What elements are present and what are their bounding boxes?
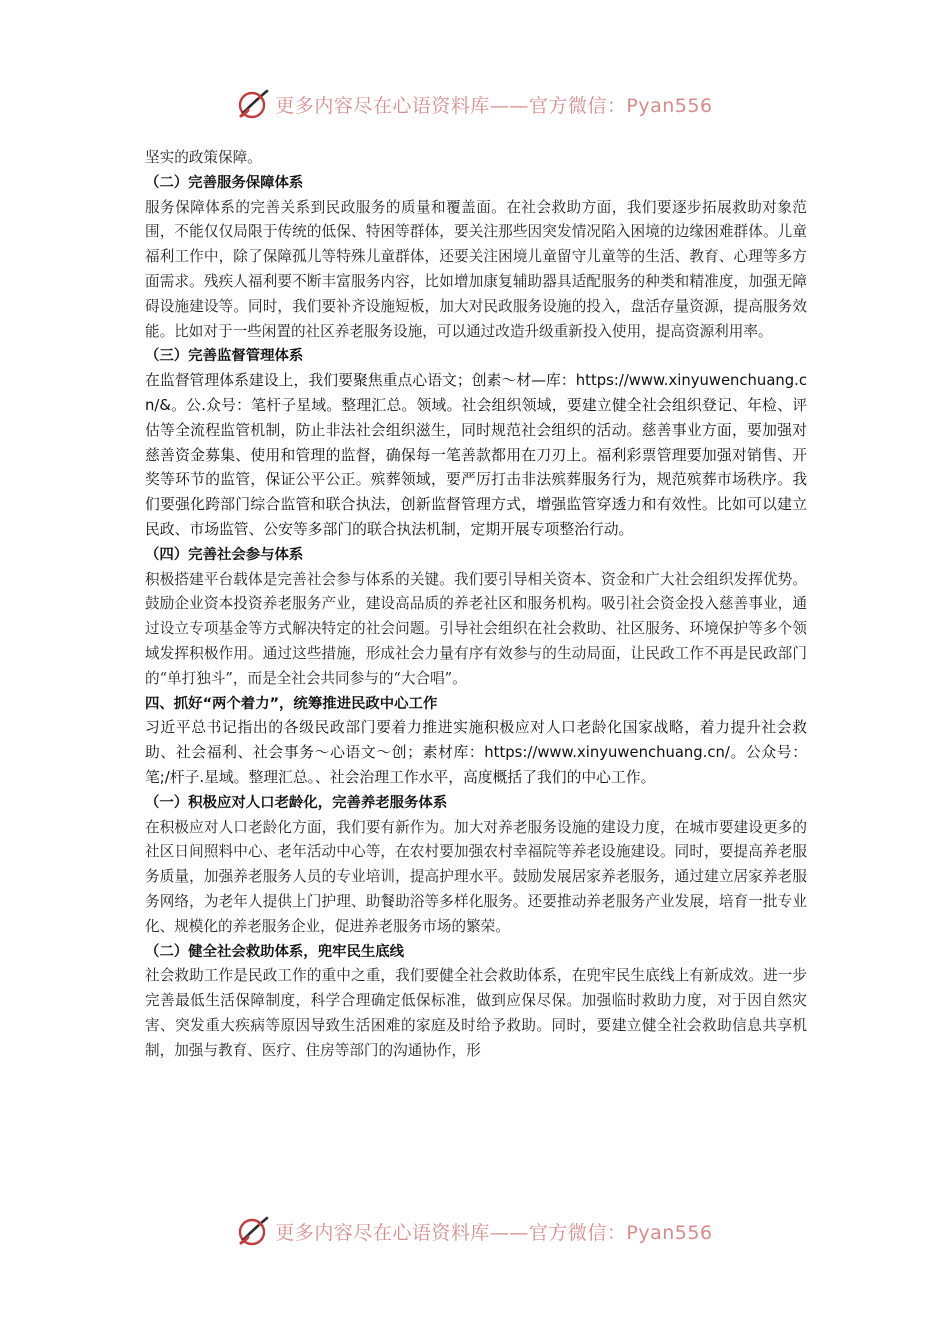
- paragraph: 服务保障体系的完善关系到民政服务的质量和覆盖面。在社会救助方面，我们要逐步拓展救助对象范围，不能仅仅局限于传统的低保、特困等群体，要关注那些因突发情况陷入困境的边缘困难群体。儿童福利工作中，除了保障孤儿等特殊儿童群体，还要关注困境儿童留守儿童等的生活、教育、心理等多方面需求。残疾人福利要不断丰富服务内容，比如增加康复辅助器具适配服务的种类和精准度，加强无障碍设施建设等。同时，我们要补齐设施短板，加大对民政服务设施的投入，盘活存量资源，提高服务效能。比如对于一些闲置的社区养老服务设施，可以通过改造升级重新投入使用，提高资源利用率。: [145, 198, 807, 340]
- paragraph: 在监督管理体系建设上，我们要聚焦重点心语文；创素～材—库：https://www.xinyuwenchuang.cn/&。公.众号：笔杆子星域。整理汇总。领域。社会组织领域，要建立健全社会组织登记、年检、评估等全流程监管机制，防止非法社会组织滋生，同时规范社会组织的活动。慈善事业方面，要加强对慈善资金募集、使用和管理的监督，确保每一笔善款都用在刀刃上。福利彩票管理要加强对销售、开奖等环节的监管，保证公平公正。殡葬领域，要严厉打击非法殡葬服务行为，规范殡葬市场秩序。我们要强化跨部门综合监管和联合执法，创新监督管理方式，增强监管穿透力和有效性。比如可以建立民政、市场监管、公安等多部门的联合执法机制，定期开展专项整治行动。: [145, 372, 807, 538]
- paragraph: 坚实的政策保障。: [145, 149, 262, 166]
- banner-wechat-handle: Pyan556: [626, 1221, 713, 1244]
- chapter-heading: 四、抓好“两个着力”，统筹推进民政中心工作: [145, 695, 438, 712]
- banner-wechat-handle: Pyan556: [626, 94, 713, 117]
- document-body: [145, 146, 807, 1063]
- banner-text: 更多内容尽在心语资料库——官方微信：Pyan556: [275, 94, 713, 117]
- footer-banner: [0, 1211, 950, 1251]
- paragraph: 在积极应对人口老龄化方面，我们要有新作为。加大对养老服务设施的建设力度，在城市要建设更多的社区日间照料中心、老年活动中心等，在农村要加强农村幸福院等养老设施建设。同时，要提高养老服务质量，加强养老服务人员的专业培训，提高护理水平。鼓励发展居家养老服务，通过建立居家养老服务网络，为老年人提供上门护理、助餐助浴等多样化服务。还要推动养老服务产业发展，培育一批专业化、规模化的养老服务企业，促进养老服务市场的繁荣。: [145, 818, 807, 935]
- brush-logo-icon: [237, 87, 271, 121]
- paragraph: 习近平总书记指出的各级民政部门要着力推进实施积极应对人口老龄化国家战略，着力提升社会救助、社会福利、社会事务～心语文～创；素材库：https://www.xinyuwenchuang.cn/。公众号：笔;/杆子.星域。整理汇总。、社会治理工作水平，高度概括了我们的中心工作。: [145, 719, 807, 786]
- section-heading: （二）完善服务保障体系: [145, 174, 304, 191]
- banner-text: 更多内容尽在心语资料库——官方微信：Pyan556: [275, 1221, 713, 1244]
- section-heading: （四）完善社会参与体系: [145, 546, 304, 563]
- brush-logo-icon: [237, 1214, 271, 1248]
- paragraph: 积极搭建平台载体是完善社会参与体系的关键。我们要引导相关资本、资金和广大社会组织发挥优势。鼓励企业资本投资养老服务产业，建设高品质的养老社区和服务机构。吸引社会资金投入慈善事业，通过设立专项基金等方式解决特定的社会问题。引导社会组织在社会救助、社区服务、环境保护等多个领域发挥积极作用。通过这些措施，形成社会力量有序有效参与的生动局面，让民政工作不再是民政部门的“单打独斗”，而是全社会共同参与的“大合唱”。: [145, 570, 807, 687]
- section-heading: （二）健全社会救助体系，兜牢民生底线: [145, 943, 405, 960]
- section-heading: （一）积极应对人口老龄化，完善养老服务体系: [145, 794, 448, 811]
- section-heading: （三）完善监督管理体系: [145, 348, 304, 365]
- header-banner: [0, 84, 950, 124]
- paragraph: 社会救助工作是民政工作的重中之重，我们要健全社会救助体系，在兜牢民生底线上有新成效。进一步完善最低生活保障制度，科学合理确定低保标准，做到应保尽保。加强临时救助力度，对于因自然灾害、突发重大疾病等原因导致生活困难的家庭及时给予救助。同时，要建立健全社会救助信息共享机制，加强与教育、医疗、住房等部门的沟通协作，形: [145, 967, 807, 1059]
